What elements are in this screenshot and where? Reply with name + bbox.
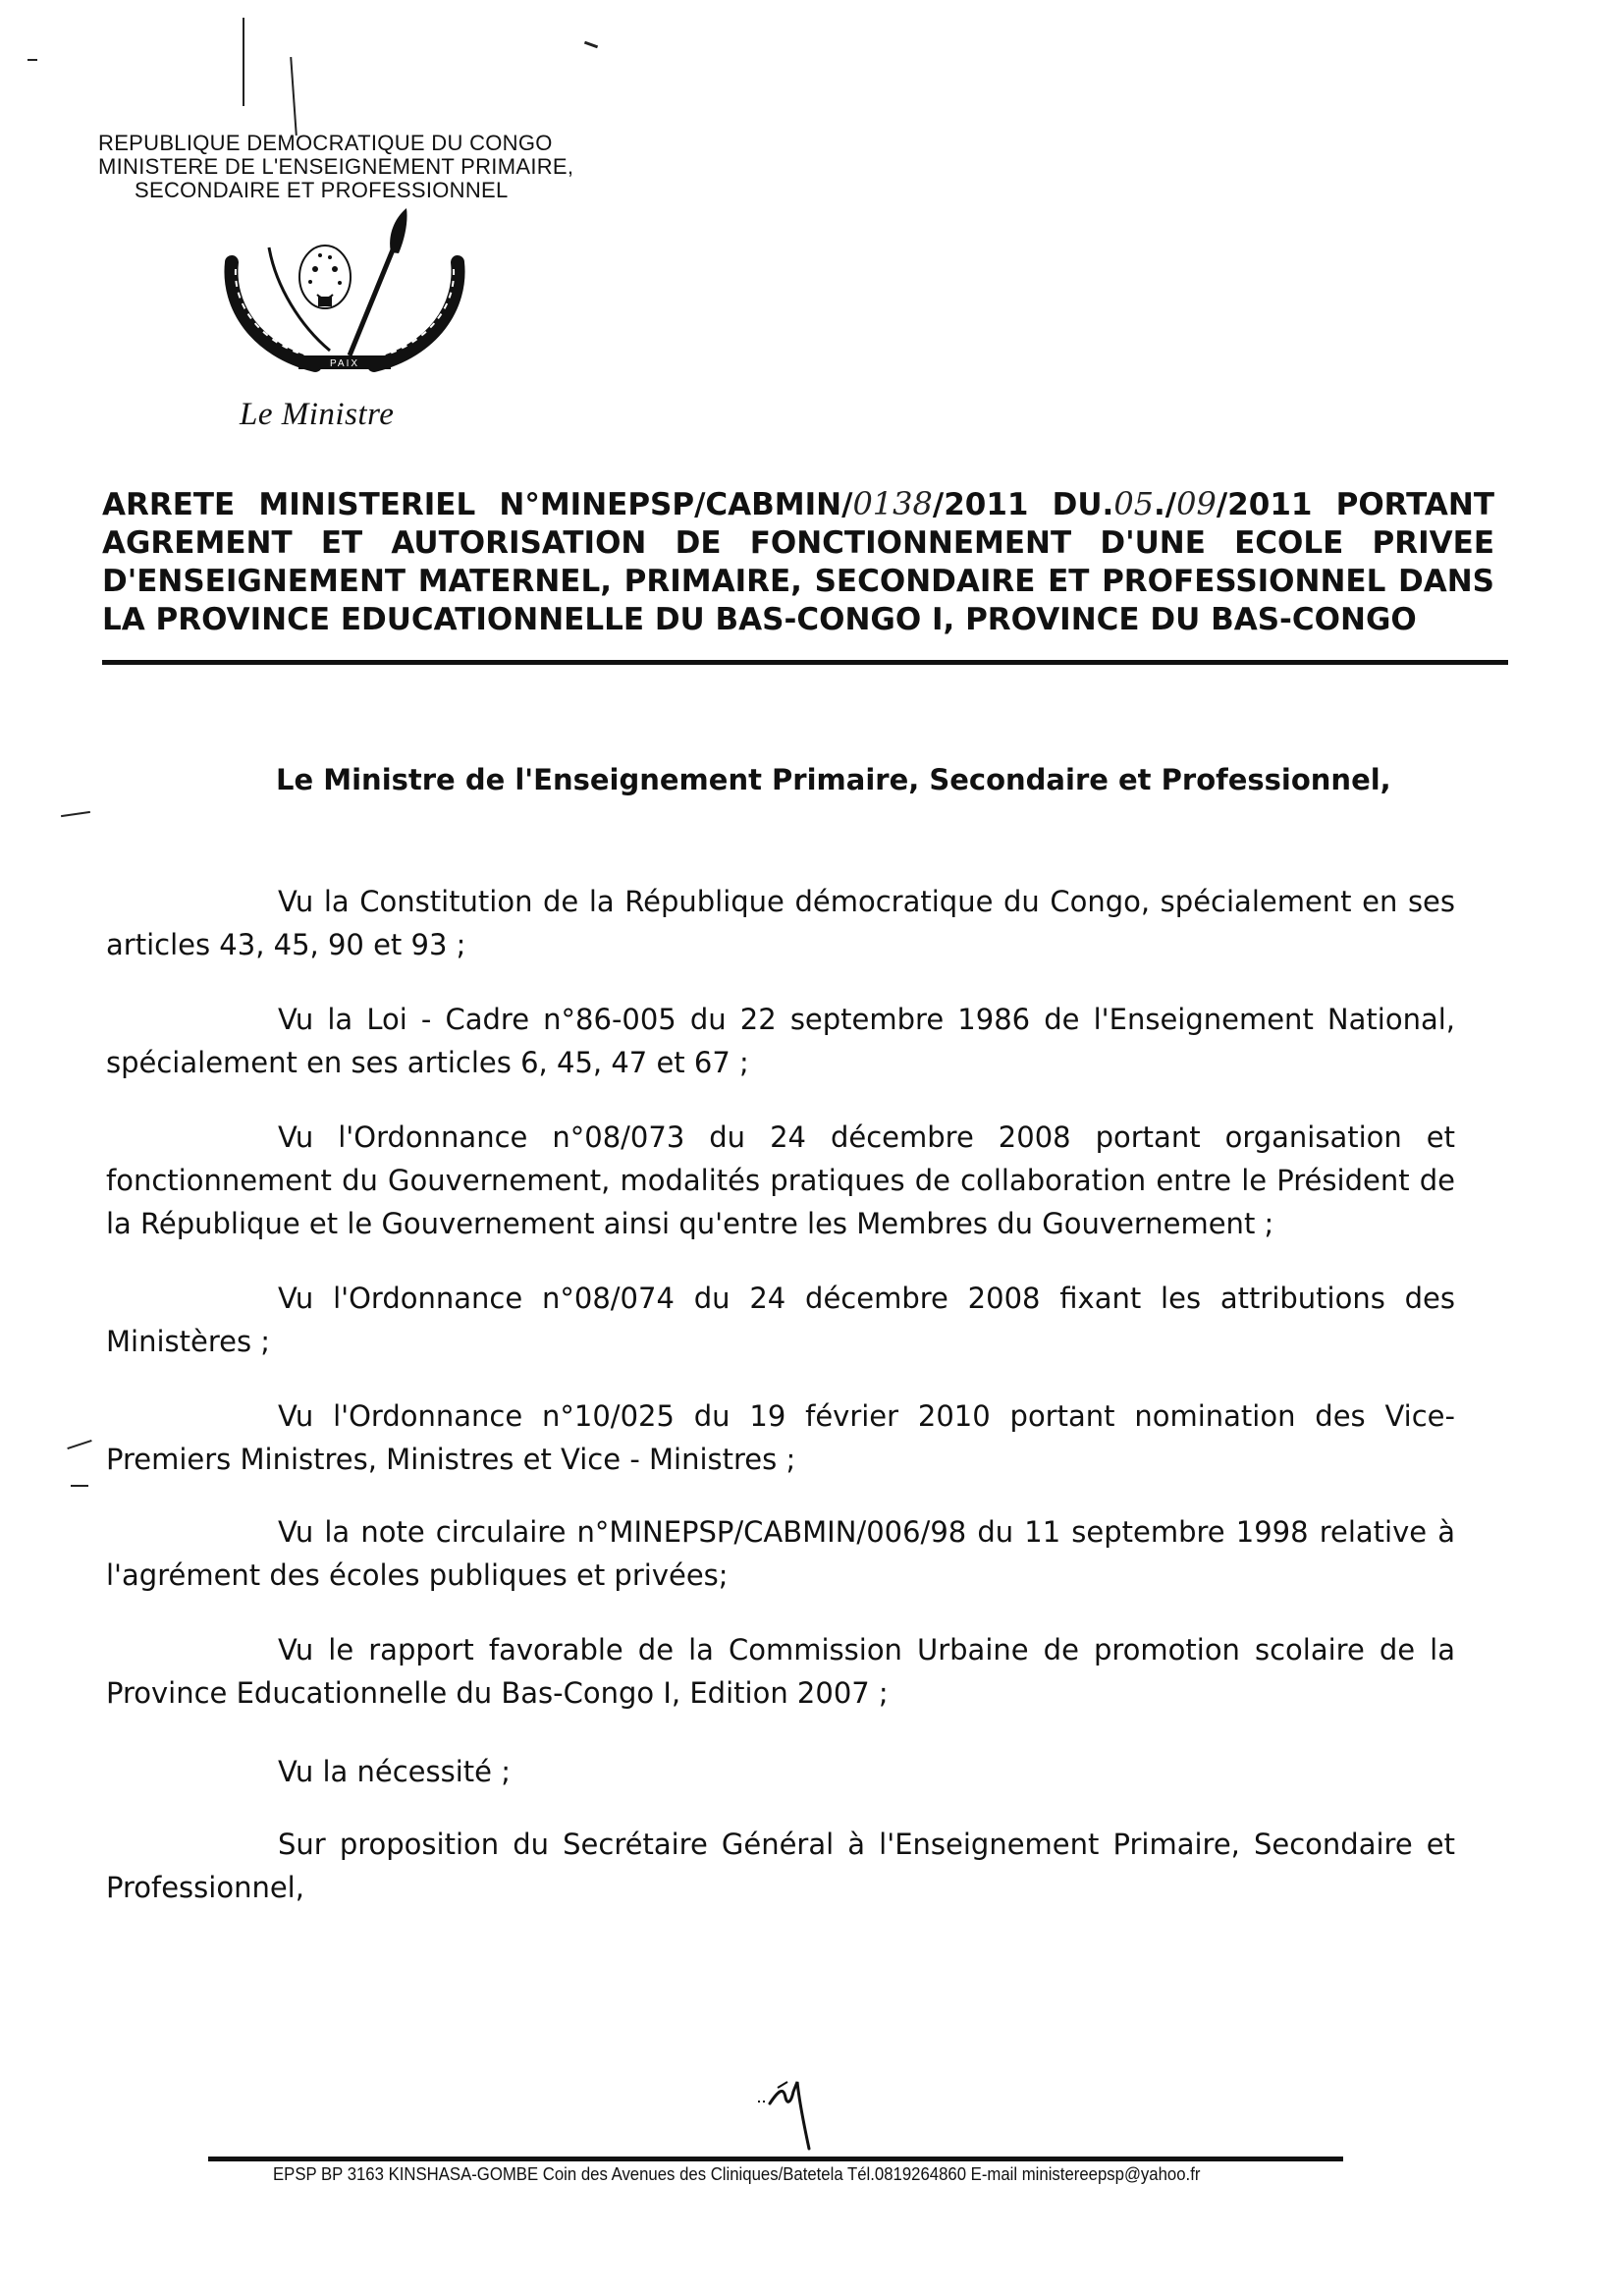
paragraph-necessite: Vu la nécessité ; — [278, 1755, 511, 1788]
title-line-4: LA PROVINCE EDUCATIONNELLE DU BAS-CONGO I, PROVINCE DU BAS-CONGO — [102, 602, 1417, 637]
paragraph-constitution: Vu la Constitution de la République démocratique du Congo, spécialement en ses articles 43, 45, 90 et 93 ; — [106, 885, 1455, 961]
paragraph-loi-cadre: Vu la Loi - Cadre n°86-005 du 22 septembre 1986 de l'Enseignement National, spécialement en ses articles 6, 45, 47 et 67 ; — [106, 1003, 1455, 1079]
footer-divider — [208, 2157, 1343, 2161]
scan-mark — [71, 1485, 88, 1487]
title-line-3: D'ENSEIGNEMENT MATERNEL, PRIMAIRE, SECONDAIRE ET PROFESSIONNEL DANS — [102, 564, 1494, 599]
paragraph-proposition: Sur proposition du Secrétaire Général à l'Enseignement Primaire, Secondaire et Professionnel, — [106, 1828, 1455, 1904]
initials-signature — [748, 2062, 846, 2151]
scan-mark — [290, 57, 298, 136]
decree-title — [102, 485, 1494, 639]
letterhead — [98, 132, 687, 202]
header-country: REPUBLIQUE DEMOCRATIQUE DU CONGO — [98, 131, 553, 155]
handwritten-decree-number: 0138 — [852, 485, 933, 522]
header-ministry: MINISTERE DE L'ENSEIGNEMENT PRIMAIRE, — [98, 154, 574, 179]
title-date-separator: ./ — [1154, 487, 1177, 522]
scan-mark — [584, 41, 598, 49]
title-date-prefix: /2011 DU. — [932, 487, 1114, 522]
title-line-1 — [102, 485, 1494, 524]
title-prefix: ARRETE MINISTERIEL N°MINEPSP/CABMIN/ — [102, 487, 853, 522]
title-year-suffix: /2011 PORTANT — [1216, 487, 1494, 522]
title-divider — [102, 660, 1508, 665]
header-ministry-cont: SECONDAIRE ET PROFESSIONNEL — [135, 178, 509, 202]
paragraph-ordonnance-074: Vu l'Ordonnance n°08/074 du 24 décembre 2008 fixant les attributions des Ministères ; — [106, 1282, 1455, 1358]
paragraph-rapport: Vu le rapport favorable de la Commission Urbaine de promotion scolaire de la Province Educationnelle du Bas-Congo I, Edition 2007 ; — [106, 1633, 1455, 1710]
title-line-2: AGREMENT ET AUTORISATION DE FONCTIONNEMENT D'UNE ECOLE PRIVEE — [102, 525, 1494, 561]
minister-heading: Le Ministre de l'Enseignement Primaire, Secondaire et Professionnel, — [276, 763, 1391, 796]
scan-mark — [243, 18, 244, 106]
paragraph-ordonnance-073: Vu l'Ordonnance n°08/073 du 24 décembre 2008 portant organisation et fonctionnement du Gouvernement, modalités pratiques de collaboration entre le Président de la République et le Gouvernement ainsi qu'entre les Membres du Gouvernement ; — [106, 1120, 1455, 1240]
coat-of-arms-emblem — [222, 208, 467, 375]
scan-mark — [61, 811, 90, 817]
footer-contact: EPSP BP 3163 KINSHASA-GOMBE Coin des Avenues des Cliniques/Batetela Tél.0819264860 E-mail ministereepsp@yahoo.fr — [273, 2164, 1201, 2184]
scan-mark — [27, 59, 37, 61]
minister-label: Le Ministre — [240, 397, 395, 432]
handwritten-month: 09 — [1176, 485, 1217, 522]
paragraph-ordonnance-025: Vu l'Ordonnance n°10/025 du 19 février 2010 portant nomination des Vice-Premiers Ministres, Ministres et Vice - Ministres ; — [106, 1399, 1455, 1476]
paragraph-note-circulaire: Vu la note circulaire n°MINEPSP/CABMIN/006/98 du 11 septembre 1998 relative à l'agrément des écoles publiques et privées; — [106, 1515, 1455, 1592]
handwritten-day: 05 — [1113, 485, 1155, 522]
svg-text:PAIX: PAIX — [329, 358, 360, 369]
scan-mark — [67, 1440, 91, 1449]
